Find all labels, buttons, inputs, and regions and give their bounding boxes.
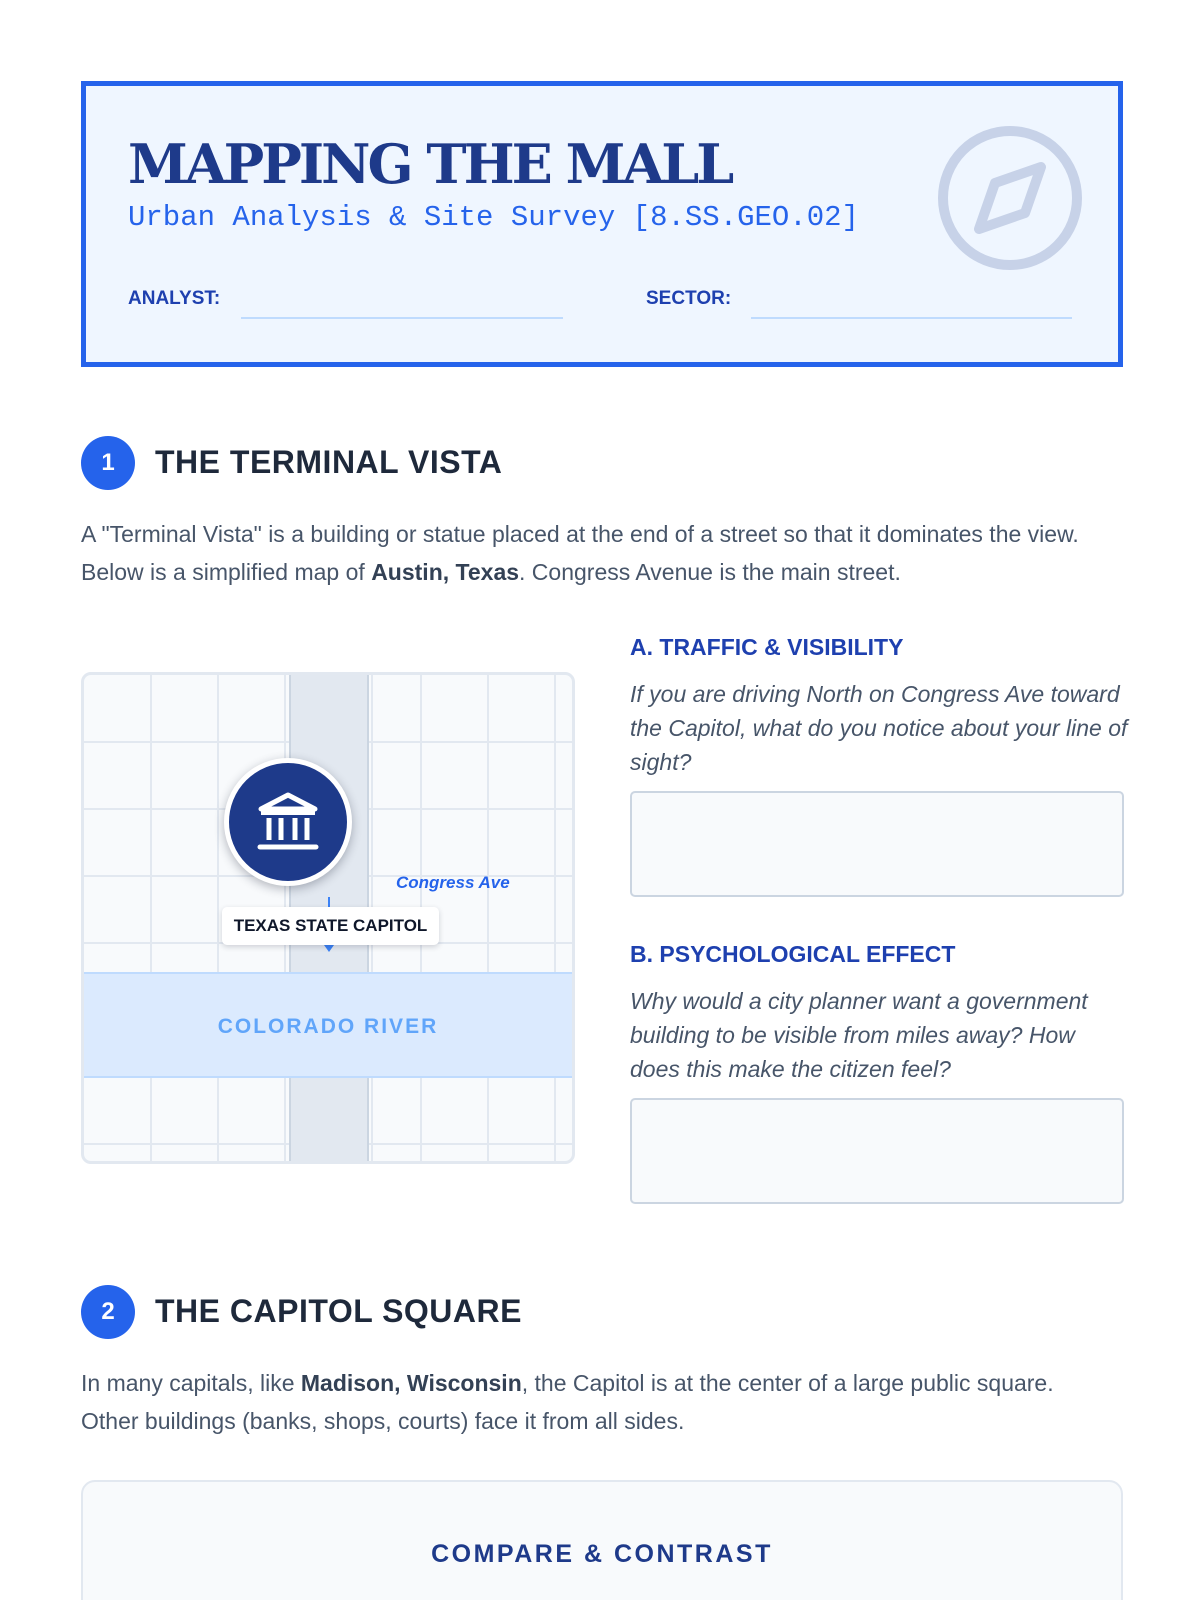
worksheet-title: MAPPING THE MALL (128, 132, 732, 196)
capitol-building-icon (224, 758, 352, 886)
section-1-intro-bold: Austin, Texas (371, 559, 520, 585)
question-b-heading: B. PSYCHOLOGICAL EFFECT (630, 941, 956, 967)
question-a-heading: A. TRAFFIC & VISIBILITY (630, 634, 904, 660)
capitol-label: TEXAS STATE CAPITOL (222, 907, 439, 945)
sector-input-line[interactable] (751, 317, 1072, 319)
section-1-intro-text: A "Terminal Vista" is a building or statue placed at the end of a street so that it dominates the view. Below is a simplified map of (81, 521, 1079, 585)
section-1-intro (81, 515, 1131, 591)
river-label: COLORADO RIVER (217, 1015, 439, 1038)
section-2-intro (81, 1364, 1071, 1440)
worksheet-subtitle: Urban Analysis & Site Survey [8.SS.GEO.02] (128, 201, 859, 234)
austin-map (81, 672, 575, 1164)
question-b-text: Why would a city planner want a government building to be visible from miles away? How does this make the citizen feel? (630, 988, 1088, 1082)
section-1-title: THE TERMINAL VISTA (155, 444, 503, 480)
section-1-number-badge: 1 (81, 436, 135, 490)
question-a-text: If you are driving North on Congress Ave toward the Capitol, what do you notice about your line of sight? (630, 681, 1128, 775)
question-b-answer-box[interactable] (630, 1098, 1124, 1204)
compass-icon (937, 125, 1083, 271)
section-2-title: THE CAPITOL SQUARE (155, 1293, 522, 1329)
section-2-number-badge: 2 (81, 1285, 135, 1339)
section-1-intro-text-end: . Congress Avenue is the main street. (519, 559, 901, 585)
avenue-label: Congress Ave (396, 873, 510, 892)
question-a-answer-box[interactable] (630, 791, 1124, 897)
section-2-intro-bold: Madison, Wisconsin (300, 1370, 522, 1396)
worksheet-header (81, 81, 1123, 367)
section-2-intro-text-end: , the Capitol is at the center of a large public square. Other buildings (banks, shops, courts) face it from all sides. (81, 1370, 1054, 1434)
sector-label: SECTOR: (646, 288, 732, 309)
analyst-label: ANALYST: (128, 288, 221, 309)
compare-contrast-card (81, 1480, 1123, 1600)
compare-contrast-title: COMPARE & CONTRAST (431, 1540, 773, 1568)
analyst-input-line[interactable] (241, 317, 563, 319)
section-2-intro-text: In many capitals, like (81, 1370, 301, 1396)
